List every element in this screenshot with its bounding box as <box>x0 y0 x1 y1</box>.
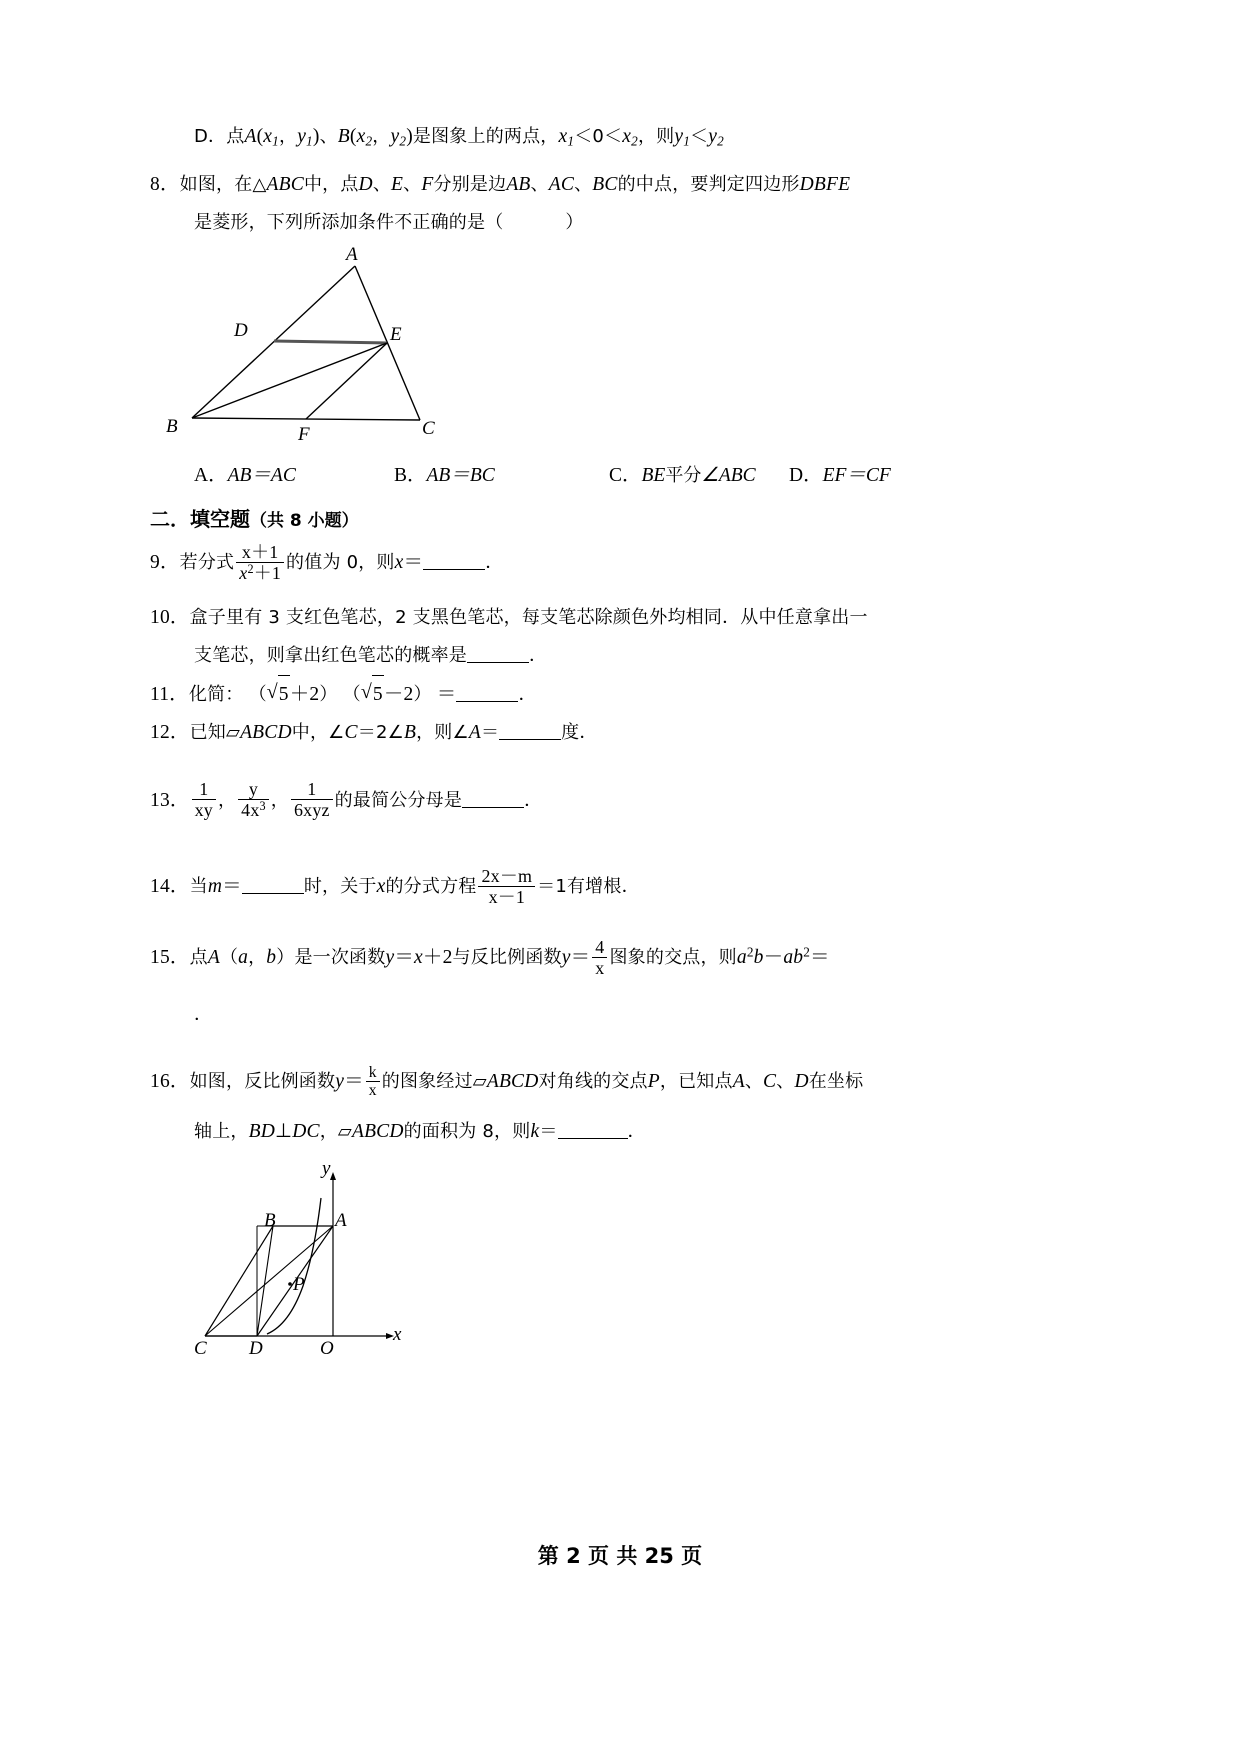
q13-f3-num: 1 <box>307 779 317 800</box>
q10-text-2: 支笔芯，则拿出红色笔芯的概率是 <box>194 644 467 666</box>
spacer <box>150 752 1090 774</box>
spacer <box>150 589 1090 599</box>
q13-fraction-3 <box>291 779 333 820</box>
concl-y1: y <box>674 126 684 147</box>
q16-sep-2: 、 <box>776 1071 795 1093</box>
x2-sub: 2 <box>365 133 373 149</box>
q12-unit: 度． <box>561 721 598 743</box>
page-content <box>150 118 1090 1372</box>
q8-text-3: 分别是边 <box>433 174 507 196</box>
q14-text-3: 的分式方程 <box>385 876 477 898</box>
question-15-line-1 <box>150 935 1090 982</box>
q16-point-a: A <box>732 1071 745 1093</box>
segment-bc: BC <box>592 174 618 196</box>
y1-sub: 1 <box>306 133 313 149</box>
q15-expr-a-exp: 2 <box>746 944 754 960</box>
q13-f2-coef: 4 <box>241 800 251 821</box>
question-12-number: 12． <box>150 721 190 743</box>
q9-den-x: x <box>239 562 248 583</box>
concl-y2-sub: 2 <box>717 133 724 149</box>
question-15-line-2 <box>150 982 1090 1048</box>
comma-1: ， <box>278 126 298 147</box>
option-d-middle-text: 是图象上的两点， <box>412 126 559 147</box>
point-p-dot <box>288 1282 292 1286</box>
q16-numerator: k <box>368 1063 377 1081</box>
q16-point-d: D <box>794 1071 809 1093</box>
separator-1: 、 <box>319 126 338 147</box>
q11-radical-2 <box>361 675 384 714</box>
q11-answer-blank[interactable] <box>456 682 518 702</box>
label-c: C <box>422 418 435 440</box>
ineq-x2: x <box>622 126 632 147</box>
q16-fraction <box>366 1064 380 1100</box>
q12-eq-2: ＝ <box>480 721 500 743</box>
q16-abcd-2: ABCD <box>351 1120 404 1142</box>
question-9 <box>150 538 1090 589</box>
question-8-number: 8． <box>150 174 180 196</box>
option-d-text: EF＝CF <box>822 465 891 487</box>
q13-f2-den <box>238 799 269 820</box>
option-a-text: AB＝AC <box>227 465 296 487</box>
paren-open-2: ( <box>349 126 357 147</box>
q16-point-p: P <box>647 1071 660 1093</box>
question-10-line-2 <box>150 637 1090 675</box>
concl-y2: y <box>708 126 718 147</box>
option-a-key: A． <box>194 465 228 487</box>
label-d: D <box>234 320 248 342</box>
q12-text-3: ，则∠ <box>416 721 469 743</box>
q16-point-c: C <box>763 1071 777 1093</box>
paren-close-1: ) <box>312 126 320 147</box>
q15-expr-ab: ab <box>783 947 804 969</box>
q11-paren-open-1: （ <box>248 683 267 705</box>
question-7-option-d <box>150 118 1090 156</box>
q13-comma-2: ， <box>270 789 289 811</box>
q16-sep-1: 、 <box>744 1071 764 1093</box>
q16-period: ． <box>627 1120 646 1142</box>
q8-text-5: 是菱形，下列所添加条件不正确的是（ <box>194 212 504 234</box>
ineq-middle: ＜0＜ <box>574 126 623 147</box>
q13-comma-1: ， <box>217 789 237 811</box>
q13-period: ． <box>524 789 543 811</box>
spacer <box>150 913 1090 935</box>
paren-close-2: ) <box>406 126 413 147</box>
comma-2: ， <box>372 126 391 147</box>
section-2-title: 二．填空题 <box>150 507 250 532</box>
q14-text-2: 时，关于 <box>303 876 377 898</box>
y-axis-arrow <box>330 1172 336 1180</box>
q8-text-4: 的中点，要判定四边形 <box>617 174 800 196</box>
question-9-number: 9． <box>150 552 180 574</box>
q11-paren-close-2: ） <box>413 683 432 705</box>
q9-denominator <box>236 562 284 583</box>
q9-answer-blank[interactable] <box>423 551 485 571</box>
label-b-2: B <box>264 1209 276 1231</box>
q13-f2-exp: 3 <box>259 799 266 814</box>
q12-eq-1: ＝2∠ <box>357 721 404 743</box>
segment-ab: AB <box>506 174 531 196</box>
q12-abcd: ABCD <box>240 721 292 743</box>
question-11 <box>150 675 1090 714</box>
spacer <box>150 1048 1090 1058</box>
q12-answer-blank[interactable] <box>499 720 561 740</box>
question-13-number: 13． <box>150 789 190 811</box>
q15-text-1: 点 <box>189 947 208 969</box>
q14-text-1: 当 <box>189 876 208 898</box>
then-text: ，则 <box>637 126 675 147</box>
question-14-number: 14． <box>150 876 190 898</box>
triangle-abc-svg <box>170 248 500 448</box>
q9-text-2: 的值为 0，则 <box>286 552 395 574</box>
question-13 <box>150 774 1090 829</box>
triangle-abc-label: ABC <box>266 174 304 196</box>
question-16-line-1 <box>150 1058 1090 1107</box>
point-f: F <box>421 174 434 196</box>
ineq-x2-sub: 2 <box>631 133 638 149</box>
q9-text-1: 若分式 <box>179 552 235 574</box>
q16-text-8: 的面积为 8，则 <box>403 1120 531 1142</box>
y1-var: y <box>297 126 307 147</box>
point-e: E <box>391 174 404 196</box>
q12-text-2: 中，∠ <box>291 721 345 743</box>
q15-eq-1: ＝ <box>394 947 415 969</box>
q11-paren-open-2: （ <box>342 683 361 705</box>
q15-var-b: b <box>266 947 277 969</box>
q15-plus-2: ＋2 <box>422 947 453 969</box>
q13-fraction-2 <box>238 779 269 820</box>
question-11-number: 11． <box>150 683 189 705</box>
label-c-2: C <box>194 1337 207 1359</box>
q16-eq-2: ＝ <box>539 1120 558 1142</box>
q13-f1-den: xy <box>192 799 216 820</box>
q11-minus: －2 <box>383 683 414 705</box>
sep-2: 、 <box>403 174 422 196</box>
option-b-text: AB＝BC <box>426 465 495 487</box>
q11-paren-close-1: ） <box>319 683 338 705</box>
q15-comma: ， <box>248 947 267 969</box>
q16-text-3: 对角线的交点 <box>538 1071 648 1093</box>
q8-text-1: 如图，在△ <box>179 174 267 196</box>
q16-k: k <box>530 1120 540 1142</box>
q10-period: ． <box>529 644 548 666</box>
label-a-2: A <box>335 1209 347 1231</box>
option-c[interactable] <box>609 459 789 487</box>
option-b-key: B． <box>394 465 427 487</box>
section-2-count: （共 8 小题） <box>250 511 359 532</box>
x1-var: x <box>263 126 273 147</box>
q15-paren-close: ） <box>276 947 295 969</box>
q12-angle-c: C <box>344 721 358 743</box>
q13-f2-num: y <box>248 779 259 800</box>
label-p: P <box>293 1273 305 1295</box>
question-14 <box>150 862 1090 913</box>
concl-y1-sub: 1 <box>683 133 691 149</box>
q15-eq-2: ＝ <box>570 947 591 969</box>
segment-de <box>274 341 387 343</box>
segment-ef <box>306 343 387 419</box>
x1-sub: 1 <box>272 133 279 149</box>
q12-angle-b: B <box>403 721 417 743</box>
q11-radicand-1: 5 <box>278 675 290 714</box>
option-d-key: D． <box>789 465 823 487</box>
question-8-options <box>150 459 1090 487</box>
q15-point-a: A <box>207 947 220 969</box>
option-a[interactable] <box>194 459 394 487</box>
q15-text-3: 与反比例函数 <box>452 947 562 969</box>
question-15-number: 15． <box>150 947 190 969</box>
q16-bd: BD <box>248 1120 276 1142</box>
q15-y-1: y <box>385 947 395 969</box>
y2-sub: 2 <box>399 133 407 149</box>
option-d[interactable] <box>789 459 891 487</box>
option-c-bisect: 平分 <box>665 465 702 487</box>
y2-var: y <box>390 126 400 147</box>
section-2-heading <box>150 503 1090 532</box>
q15-text-2: 是一次函数 <box>294 947 386 969</box>
option-c-key: C． <box>609 465 642 487</box>
q15-expr-b: b <box>753 947 764 969</box>
q16-answer-blank[interactable] <box>558 1119 628 1139</box>
q14-numerator: 2x－m <box>481 865 533 886</box>
question-12 <box>150 714 1090 752</box>
q16-text-2: 的图象经过▱ <box>381 1071 487 1093</box>
q13-answer-blank[interactable] <box>462 788 524 808</box>
label-e: E <box>390 324 402 346</box>
q13-f2-x: x <box>250 800 260 821</box>
q13-f3-den: 6xyz <box>291 799 333 820</box>
q16-y: y <box>335 1071 345 1093</box>
quad-dbfe: DBFE <box>799 174 851 196</box>
q16-dc: DC <box>292 1120 320 1142</box>
label-y-axis: y <box>322 1157 331 1179</box>
label-origin: O <box>320 1337 334 1359</box>
page-footer: 第 2 页 共 25 页 <box>537 1544 703 1568</box>
q15-var-a: a <box>238 947 249 969</box>
q8-text-2: 中，点 <box>303 174 359 196</box>
q11-equals: ＝ <box>436 683 457 705</box>
label-b: B <box>166 416 178 438</box>
hyperbola-svg <box>185 1166 445 1366</box>
q11-radicand-2: 5 <box>372 675 384 714</box>
q8-text-6: ） <box>565 212 584 234</box>
q16-abcd: ABCD <box>486 1071 539 1093</box>
label-f: F <box>298 424 310 446</box>
q14-answer-blank[interactable] <box>242 875 304 895</box>
question-8-line-1 <box>150 166 1090 204</box>
q16-perp: ⊥ <box>275 1120 293 1142</box>
q16-text-4: ，已知点 <box>659 1071 733 1093</box>
option-c-be: BE <box>641 465 666 487</box>
option-c-angle: ∠ABC <box>701 465 756 487</box>
q14-text-4: ＝1有增根． <box>537 876 640 898</box>
point-b: B <box>337 126 350 147</box>
q11-plus: ＋2 <box>289 683 320 705</box>
q11-period: ． <box>518 683 537 705</box>
q15-denominator: x <box>592 957 607 978</box>
side-bc-2 <box>205 1226 273 1336</box>
q14-fraction <box>478 866 535 907</box>
q15-eq-3: ＝ <box>810 947 830 969</box>
diagonal-bd <box>257 1226 273 1336</box>
q16-text-7: ，▱ <box>319 1120 352 1142</box>
question-16-line-2 <box>150 1107 1090 1158</box>
spacer <box>150 828 1090 862</box>
q14-eq-1: ＝ <box>222 876 242 898</box>
q10-answer-blank[interactable] <box>467 643 529 663</box>
option-b[interactable] <box>394 459 609 487</box>
question-10-line-1 <box>150 599 1090 637</box>
question-10-number: 10． <box>150 606 190 628</box>
q11-label: 化简： <box>188 683 244 705</box>
q12-angle-a: A <box>468 721 481 743</box>
q15-period: ． <box>194 1003 213 1025</box>
q9-den-exp: 2 <box>247 561 254 576</box>
q10-text-1: 盒子里有 3 支红色笔芯，2 支黑色笔芯，每支笔芯除颜色外均相同．从中任意拿出一 <box>189 606 868 628</box>
q16-text-1: 如图，反比例函数 <box>189 1071 336 1093</box>
q15-fraction <box>592 937 607 978</box>
q9-numerator: x＋1 <box>241 541 279 562</box>
q9-fraction <box>236 542 284 583</box>
segment-ac: AC <box>548 174 575 196</box>
q15-text-4: 图象的交点，则 <box>609 947 737 969</box>
q12-text-1: 已知▱ <box>189 721 241 743</box>
point-a: A <box>244 126 257 147</box>
q14-var-m: m <box>207 876 223 898</box>
q15-expr-minus: － <box>763 947 784 969</box>
q15-expr-b-exp: 2 <box>803 944 811 960</box>
spacer <box>150 156 1090 166</box>
sep-4: 、 <box>574 174 593 196</box>
label-d-2: D <box>249 1337 263 1359</box>
ineq-x1-sub: 1 <box>567 133 575 149</box>
sep-1: 、 <box>372 174 392 196</box>
q16-eq: ＝ <box>344 1071 364 1093</box>
q14-denominator: x－1 <box>478 886 535 907</box>
q16-text-6: 轴上， <box>194 1120 249 1142</box>
q15-expr-a: a <box>736 947 747 969</box>
q9-equals: ＝ <box>403 552 424 574</box>
label-x-axis: x <box>393 1323 402 1345</box>
figure-triangle-abc <box>150 244 1090 453</box>
q16-text-5: 在坐标 <box>808 1071 864 1093</box>
q13-text: 的最简公分母是 <box>334 789 463 811</box>
less-than: ＜ <box>690 126 709 147</box>
segment-be <box>192 343 387 418</box>
sep-3: 、 <box>530 174 549 196</box>
q14-var-x: x <box>376 876 386 898</box>
question-8-line-2 <box>150 204 1090 242</box>
q11-radical-1 <box>267 675 290 714</box>
x2-var: x <box>356 126 366 147</box>
q9-den-rest: ＋1 <box>253 562 282 583</box>
point-d: D <box>358 174 373 196</box>
figure-hyperbola-parallelogram <box>150 1157 1090 1372</box>
option-d-label: D．点 <box>194 126 245 147</box>
ineq-x1: x <box>558 126 568 147</box>
q16-denominator: x <box>366 1081 380 1099</box>
q15-numerator: 4 <box>595 936 605 957</box>
label-a: A <box>346 244 358 266</box>
q15-x-1: x <box>414 947 423 969</box>
q15-y-2: y <box>561 947 571 969</box>
q9-var-x: x <box>394 552 404 574</box>
paren-open-1: ( <box>256 126 264 147</box>
q15-paren-open: （ <box>219 947 239 969</box>
question-16-number: 16． <box>150 1071 190 1093</box>
q13-fraction-1 <box>192 779 216 820</box>
q9-period: ． <box>485 552 504 574</box>
q13-f1-num: 1 <box>199 779 209 800</box>
